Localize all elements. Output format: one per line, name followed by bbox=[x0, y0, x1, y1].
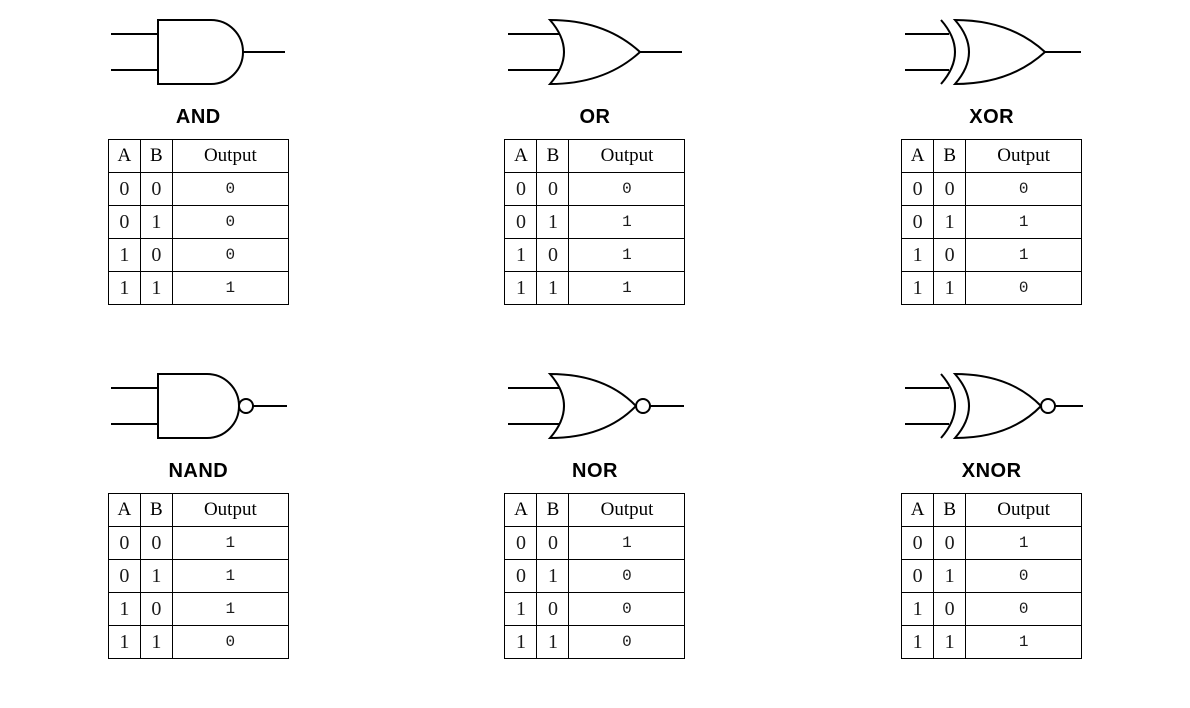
table-header-row bbox=[505, 140, 685, 173]
table-row bbox=[902, 239, 1082, 272]
xor-gate-icon bbox=[897, 12, 1087, 92]
table-row bbox=[505, 626, 685, 659]
cell-output: 1 bbox=[172, 527, 288, 560]
header-output: Output bbox=[966, 140, 1082, 173]
cell-a: 1 bbox=[902, 593, 934, 626]
cell-a: 0 bbox=[505, 173, 537, 206]
table-header-row bbox=[902, 494, 1082, 527]
header-output: Output bbox=[966, 494, 1082, 527]
cell-b: 1 bbox=[934, 626, 966, 659]
gate-label: NAND bbox=[168, 460, 229, 482]
cell-a: 0 bbox=[108, 173, 140, 206]
table-row bbox=[505, 239, 685, 272]
cell-b: 0 bbox=[537, 593, 569, 626]
table-row bbox=[902, 527, 1082, 560]
truth-table-xnor bbox=[901, 493, 1082, 659]
cell-a: 0 bbox=[902, 560, 934, 593]
gate-card-nand bbox=[0, 354, 397, 708]
cell-a: 0 bbox=[108, 560, 140, 593]
nor-gate-icon bbox=[500, 366, 690, 446]
header-b: B bbox=[934, 140, 966, 173]
table-row bbox=[505, 527, 685, 560]
cell-b: 0 bbox=[934, 173, 966, 206]
cell-a: 0 bbox=[505, 527, 537, 560]
header-output: Output bbox=[172, 494, 288, 527]
header-a: A bbox=[902, 494, 934, 527]
cell-a: 0 bbox=[108, 527, 140, 560]
cell-a: 1 bbox=[108, 626, 140, 659]
cell-a: 1 bbox=[108, 272, 140, 305]
table-header-row bbox=[902, 140, 1082, 173]
table-row bbox=[108, 272, 288, 305]
cell-b: 0 bbox=[140, 593, 172, 626]
gate-card-xnor bbox=[793, 354, 1190, 708]
table-row bbox=[108, 173, 288, 206]
cell-output: 0 bbox=[172, 173, 288, 206]
cell-b: 1 bbox=[934, 560, 966, 593]
table-row bbox=[108, 593, 288, 626]
table-row bbox=[902, 560, 1082, 593]
header-b: B bbox=[537, 140, 569, 173]
cell-b: 1 bbox=[140, 626, 172, 659]
header-a: A bbox=[108, 140, 140, 173]
header-output: Output bbox=[172, 140, 288, 173]
cell-a: 1 bbox=[902, 272, 934, 305]
table-row bbox=[902, 593, 1082, 626]
cell-output: 0 bbox=[569, 626, 685, 659]
header-b: B bbox=[537, 494, 569, 527]
table-row bbox=[108, 206, 288, 239]
table-row bbox=[108, 626, 288, 659]
table-row bbox=[505, 560, 685, 593]
cell-a: 1 bbox=[108, 593, 140, 626]
cell-b: 1 bbox=[537, 206, 569, 239]
xor-gate-symbol bbox=[897, 4, 1087, 100]
header-b: B bbox=[140, 494, 172, 527]
truth-table-and bbox=[108, 139, 289, 305]
cell-output: 0 bbox=[569, 593, 685, 626]
cell-a: 1 bbox=[902, 626, 934, 659]
table-row bbox=[505, 593, 685, 626]
cell-a: 0 bbox=[902, 527, 934, 560]
cell-output: 0 bbox=[172, 206, 288, 239]
and-gate-icon bbox=[103, 12, 293, 92]
table-row bbox=[108, 239, 288, 272]
cell-b: 1 bbox=[537, 626, 569, 659]
cell-b: 0 bbox=[537, 527, 569, 560]
xnor-gate-symbol bbox=[897, 358, 1087, 454]
cell-b: 0 bbox=[934, 593, 966, 626]
cell-output: 0 bbox=[569, 173, 685, 206]
table-row bbox=[108, 560, 288, 593]
cell-output: 1 bbox=[172, 593, 288, 626]
gate-label: NOR bbox=[572, 460, 618, 482]
header-b: B bbox=[934, 494, 966, 527]
header-a: A bbox=[902, 140, 934, 173]
gate-label: AND bbox=[175, 106, 221, 128]
cell-output: 0 bbox=[966, 593, 1082, 626]
nand-gate-symbol bbox=[103, 358, 293, 454]
header-a: A bbox=[505, 494, 537, 527]
cell-output: 0 bbox=[172, 239, 288, 272]
table-row bbox=[902, 626, 1082, 659]
cell-b: 1 bbox=[537, 272, 569, 305]
cell-output: 1 bbox=[966, 239, 1082, 272]
cell-output: 0 bbox=[569, 560, 685, 593]
table-row bbox=[505, 272, 685, 305]
cell-a: 0 bbox=[505, 560, 537, 593]
gate-label: XOR bbox=[969, 106, 1015, 128]
cell-output: 1 bbox=[966, 626, 1082, 659]
cell-a: 0 bbox=[902, 173, 934, 206]
cell-a: 0 bbox=[505, 206, 537, 239]
cell-output: 1 bbox=[569, 239, 685, 272]
cell-a: 1 bbox=[505, 239, 537, 272]
or-gate-symbol bbox=[500, 4, 690, 100]
table-header-row bbox=[108, 494, 288, 527]
cell-b: 0 bbox=[140, 527, 172, 560]
header-output: Output bbox=[569, 494, 685, 527]
cell-b: 1 bbox=[140, 272, 172, 305]
table-row bbox=[902, 173, 1082, 206]
cell-a: 1 bbox=[505, 272, 537, 305]
cell-output: 0 bbox=[966, 272, 1082, 305]
table-row bbox=[902, 206, 1082, 239]
cell-a: 1 bbox=[902, 239, 934, 272]
cell-a: 0 bbox=[108, 206, 140, 239]
cell-b: 1 bbox=[934, 206, 966, 239]
table-header-row bbox=[505, 494, 685, 527]
gate-label: XNOR bbox=[961, 460, 1022, 482]
cell-a: 1 bbox=[108, 239, 140, 272]
cell-b: 1 bbox=[140, 560, 172, 593]
header-a: A bbox=[108, 494, 140, 527]
cell-b: 0 bbox=[934, 239, 966, 272]
cell-a: 1 bbox=[505, 593, 537, 626]
truth-table-nor bbox=[504, 493, 685, 659]
table-row bbox=[108, 527, 288, 560]
gate-label: OR bbox=[579, 106, 611, 128]
cell-b: 1 bbox=[934, 272, 966, 305]
cell-output: 0 bbox=[172, 626, 288, 659]
header-a: A bbox=[505, 140, 537, 173]
cell-output: 1 bbox=[569, 206, 685, 239]
cell-b: 0 bbox=[537, 239, 569, 272]
nor-gate-symbol bbox=[500, 358, 690, 454]
cell-b: 0 bbox=[140, 239, 172, 272]
truth-table-xor bbox=[901, 139, 1082, 305]
table-row bbox=[902, 272, 1082, 305]
table-row bbox=[505, 173, 685, 206]
gate-card-nor bbox=[397, 354, 794, 708]
header-b: B bbox=[140, 140, 172, 173]
or-gate-icon bbox=[500, 12, 690, 92]
table-row bbox=[505, 206, 685, 239]
cell-output: 1 bbox=[569, 527, 685, 560]
cell-output: 1 bbox=[966, 206, 1082, 239]
cell-output: 1 bbox=[966, 527, 1082, 560]
cell-b: 1 bbox=[140, 206, 172, 239]
table-header-row bbox=[108, 140, 288, 173]
cell-output: 0 bbox=[966, 173, 1082, 206]
cell-b: 0 bbox=[537, 173, 569, 206]
cell-b: 1 bbox=[537, 560, 569, 593]
nand-gate-icon bbox=[103, 366, 293, 446]
gate-card-and bbox=[0, 0, 397, 354]
gate-card-xor bbox=[793, 0, 1190, 354]
header-output: Output bbox=[569, 140, 685, 173]
cell-b: 0 bbox=[934, 527, 966, 560]
cell-output: 1 bbox=[569, 272, 685, 305]
cell-a: 1 bbox=[505, 626, 537, 659]
truth-table-or bbox=[504, 139, 685, 305]
cell-output: 1 bbox=[172, 272, 288, 305]
gate-card-or bbox=[397, 0, 794, 354]
xnor-gate-icon bbox=[897, 366, 1087, 446]
truth-table-nand bbox=[108, 493, 289, 659]
cell-output: 0 bbox=[966, 560, 1082, 593]
cell-b: 0 bbox=[140, 173, 172, 206]
cell-output: 1 bbox=[172, 560, 288, 593]
cell-a: 0 bbox=[902, 206, 934, 239]
and-gate-symbol bbox=[103, 4, 293, 100]
